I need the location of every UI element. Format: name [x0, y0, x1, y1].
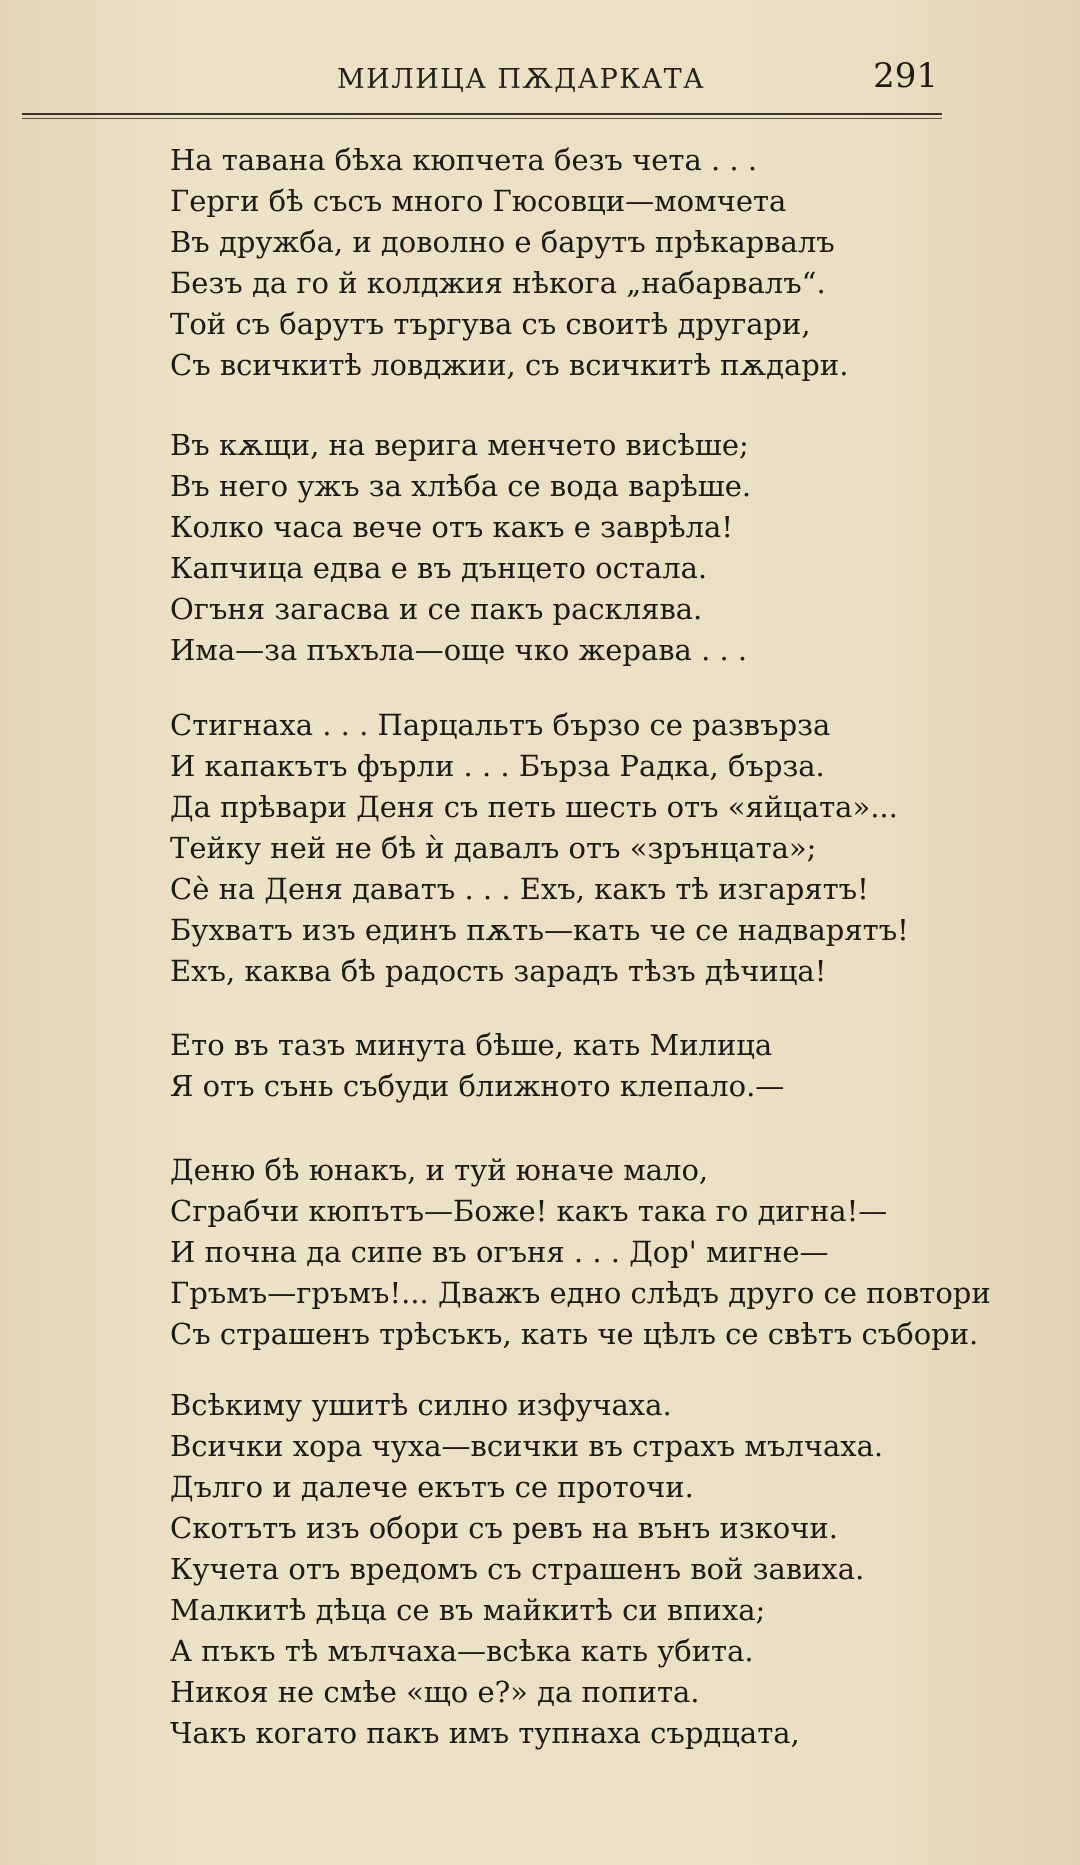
verse-line: Сѐ на Деня даватъ . . . Ехъ, какъ тѣ изгарятъ!: [170, 872, 869, 906]
verse-line: И почна да сипе въ огъня . . . Дор' мигне—: [170, 1235, 829, 1269]
verse-line: Всѣкиму ушитѣ силно изфучаха.: [170, 1388, 672, 1422]
running-head: [22, 52, 940, 108]
stanza-2: [170, 425, 751, 671]
stanza-3: [170, 705, 909, 992]
verse-line: Въ дружба, и доволно е барутъ прѣкарвалъ: [170, 225, 835, 259]
verse-line: Съ страшенъ трѣсъкъ, кать че цѣлъ се свѣтъ събори.: [170, 1317, 979, 1351]
page-number: 291: [873, 56, 938, 96]
verse-line: Я отъ сънь събуди ближното клепало.—: [170, 1069, 785, 1103]
verse-line: Въ кѫщи, на верига менчето висѣше;: [170, 428, 749, 462]
verse-line: Никоя не смѣе «що е?» да попита.: [170, 1675, 700, 1709]
verse-line: И капакътъ фърли . . . Бърза Радка, бърза.: [170, 749, 825, 783]
verse-line: Чакъ когато пакъ имъ тупнаха сърдцата,: [170, 1716, 800, 1750]
verse-line: Малкитѣ дѣца се въ майкитѣ си впиха;: [170, 1593, 766, 1627]
verse-line: Ето въ тазъ минута бѣше, кать Милица: [170, 1028, 773, 1062]
verse-line: Капчица едва е въ дънцето остала.: [170, 551, 708, 585]
verse-line: Има—за пъхъла—още чко жерава . . .: [170, 633, 748, 667]
verse-line: На тавана бѣха кюпчета безъ чета . . .: [170, 143, 758, 177]
stanza-4: [170, 1025, 784, 1107]
verse-line: А пъкъ тѣ мълчаха—всѣка кать убита.: [170, 1634, 754, 1668]
verse-line: Колко часа вече отъ какъ е заврѣла!: [170, 510, 733, 544]
verse-line: Ехъ, каква бѣ радость зарадъ тѣзъ дѣчица!: [170, 954, 827, 988]
running-title: МИЛИЦА ПѪДАРКАТА: [337, 64, 706, 95]
verse-line: Кучета отъ вредомъ съ страшенъ вой завиха.: [170, 1552, 865, 1586]
stanza-6: [170, 1385, 883, 1754]
verse-line: Тейку ней не бѣ ѝ давалъ отъ «зрънцата»;: [170, 831, 817, 865]
verse-line: Въ него ужъ за хлѣба се вода варѣше.: [170, 469, 752, 503]
verse-line: Съ всичкитѣ ловджии, съ всичкитѣ пѫдари.: [170, 348, 849, 382]
verse-line: Стигнаха . . . Парцальтъ бързо се развърза: [170, 708, 831, 742]
verse-line: Всички хора чуха—всички въ страхъ мълчаха.: [170, 1429, 884, 1463]
verse-line: Деню бѣ юнакъ, и туй юначе мало,: [170, 1153, 709, 1187]
verse-line: Герги бѣ съсъ много Гюсовци—момчета: [170, 184, 787, 218]
verse-line: Скотътъ изъ обори съ ревъ на вънъ изкочи.: [170, 1511, 838, 1545]
verse-line: Бухватъ изъ единъ пѫть—кать че се надварятъ!: [170, 913, 909, 947]
verse-line: Безъ да го й колджия нѣкога „набарвалъ“.: [170, 266, 826, 300]
stanza-1: [170, 140, 848, 386]
verse-line: Той съ барутъ търгува съ своитѣ другари,: [170, 307, 811, 341]
verse-line: Да прѣвари Деня съ петь шесть отъ «яйцата»...: [170, 790, 898, 824]
stanza-5: [170, 1150, 991, 1355]
header-rule-thin: [22, 118, 942, 119]
verse-line: Огъня загасва и се пакъ расклява.: [170, 592, 703, 626]
verse-line: Гръмъ—гръмъ!... Дважъ едно слѣдъ друго се повтори: [170, 1276, 991, 1310]
verse-line: Сграбчи кюпътъ—Боже! какъ така го дигна!—: [170, 1194, 888, 1228]
verse-line: Дълго и далече екътъ се проточи.: [170, 1470, 694, 1504]
header-rule: [22, 113, 942, 115]
